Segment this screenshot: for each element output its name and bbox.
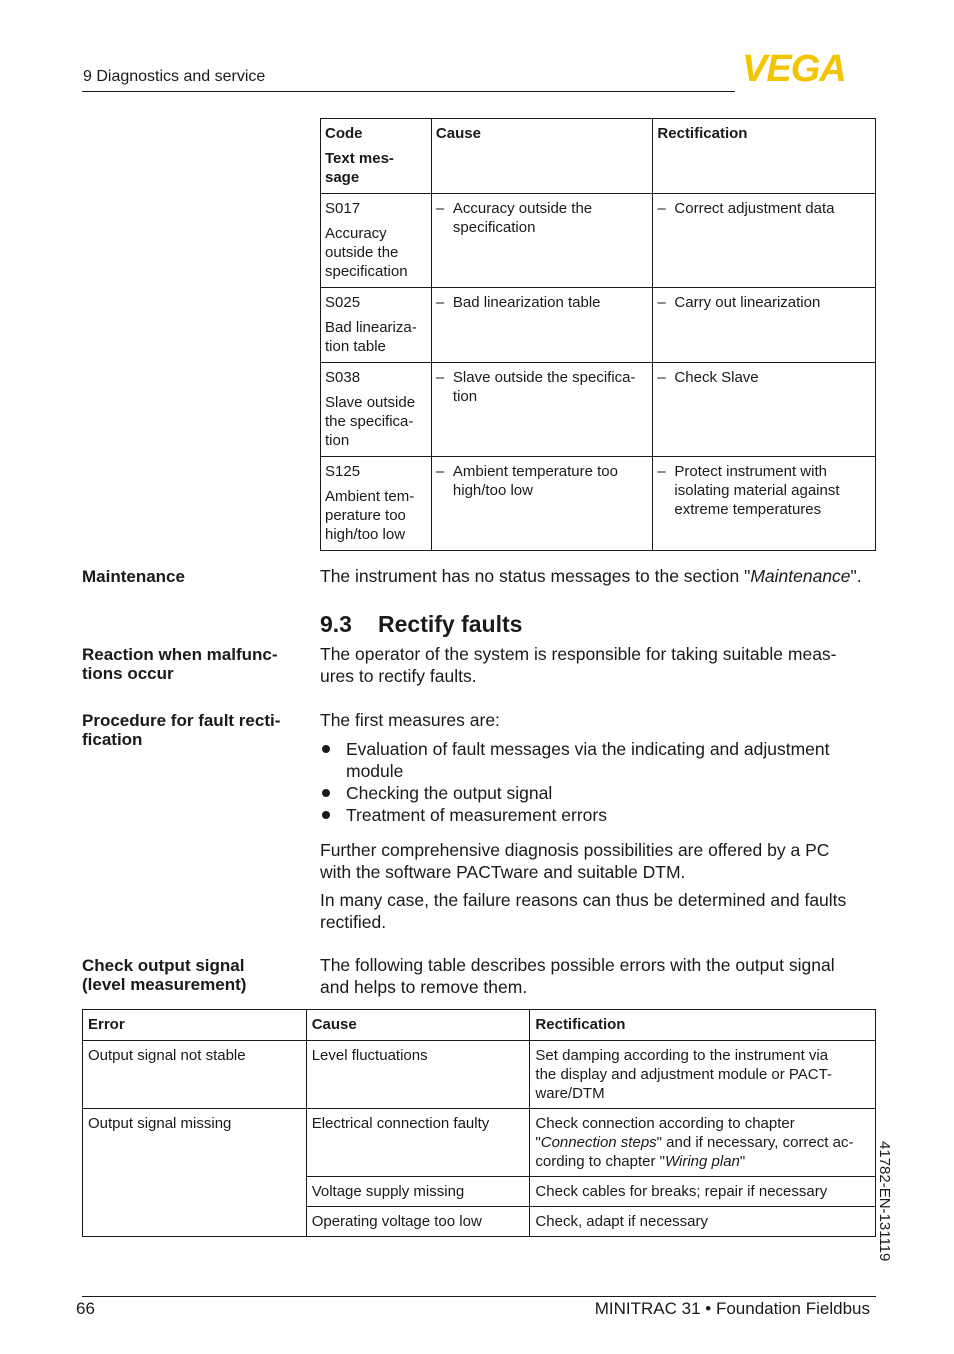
rectification-cell: – Protect instrument with isolating material against extreme temperatures [653, 457, 876, 551]
check-output-label: Check output signal (level measurement) [82, 956, 247, 994]
procedure-paragraph-2: In many case, the failure reasons can thus be determined and faults rectified. [320, 890, 847, 932]
cause-cell: Level fluctuations [306, 1041, 530, 1109]
header-section-title: 9 Diagnostics and service [83, 68, 266, 85]
cause-cell: Voltage supply missing [306, 1177, 530, 1207]
header-code-label: Code [325, 125, 363, 142]
rectification-text: Check connection according to chapter " [535, 1115, 795, 1151]
rectification-cell: Check cables for breaks; repair if necessary [530, 1177, 876, 1207]
document-number: 41782-EN-131119 [876, 1141, 893, 1262]
rectification-text: Carry out linearization [674, 294, 821, 311]
cause-cell: – Slave outside the specifica- tion [431, 363, 653, 457]
footer-rule [82, 1296, 876, 1297]
cause-text: Bad linearization table [452, 294, 601, 311]
rectification-cell: – Correct adjustment data [653, 194, 876, 288]
rectification-text: Correct adjustment data [674, 200, 835, 217]
header-rule [82, 91, 735, 92]
list-item [320, 738, 876, 782]
status-message: Bad lineariza- tion table [325, 319, 417, 355]
procedure-intro: The first measures are: [320, 710, 500, 730]
maintenance-text [320, 565, 876, 587]
bullet-icon [320, 738, 346, 782]
error-cell: Output signal missing [83, 1109, 307, 1237]
bullet-text: Treatment of measurement errors [346, 805, 607, 825]
col-header-code [321, 119, 432, 194]
col-header-cause: Cause [431, 119, 653, 194]
maintenance-text-end: ". [850, 566, 862, 586]
cause-cell: Electrical connection faulty [306, 1109, 530, 1177]
chapter-reference: Connection steps [540, 1134, 657, 1151]
list-item [320, 804, 876, 826]
table-row [321, 363, 876, 457]
error-cell: Output signal not stable [83, 1041, 307, 1109]
bullet-text: Evaluation of fault messages via the indicating and adjustment module [346, 739, 830, 781]
col-header-cause: Cause [306, 1010, 530, 1041]
footer-document-title: MINITRAC 31 • Foundation Fieldbus [594, 1299, 870, 1318]
bullet-text: Checking the output signal [346, 783, 553, 803]
table-header-row [83, 1010, 876, 1041]
rectification-cell [530, 1109, 876, 1177]
list-item [320, 782, 876, 804]
table-header-row [321, 119, 876, 194]
table-row [83, 1109, 876, 1177]
status-message-table [320, 118, 876, 551]
cause-cell: Operating voltage too low [306, 1207, 530, 1237]
reaction-text: The operator of the system is responsible for taking suitable meas- ures to rectify faults. [320, 644, 837, 686]
rectification-text: " [739, 1153, 746, 1170]
rectification-cell: Set damping according to the instrument via the display and adjustment module or PACT- ware/DTM [530, 1041, 876, 1109]
col-header-rectification: Rectification [530, 1010, 876, 1041]
col-header-error: Error [83, 1010, 307, 1041]
table-row [321, 194, 876, 288]
output-signal-error-table [82, 1009, 876, 1237]
vega-logo [742, 52, 872, 84]
logo-text: VEGA [742, 52, 846, 84]
procedure-label: Procedure for fault recti- fication [82, 711, 281, 749]
maintenance-text-start: The instrument has no status messages to the section " [320, 566, 751, 586]
section-title: Rectify faults [378, 611, 523, 637]
header-text-message-label: Text mes- sage [325, 150, 394, 186]
cause-text: Ambient temperature too high/too low [452, 463, 618, 499]
maintenance-text-italic: Maintenance [750, 566, 851, 586]
cause-cell: – Bad linearization table [431, 288, 653, 363]
section-number: 9.3 [320, 611, 352, 637]
table-row [321, 457, 876, 551]
reaction-label: Reaction when malfunc- tions occur [82, 645, 278, 683]
table-row [321, 288, 876, 363]
code-cell [321, 288, 432, 363]
rectification-cell: – Carry out linearization [653, 288, 876, 363]
rectification-text: Protect instrument with isolating material against extreme temperatures [674, 463, 840, 518]
status-code: S017 [325, 200, 361, 217]
status-message: Slave outside the specifica- tion [325, 394, 416, 449]
status-message: Ambient tem- perature too high/too low [325, 488, 415, 543]
status-code: S125 [325, 463, 361, 480]
code-cell [321, 457, 432, 551]
col-header-rectification: Rectification [653, 119, 876, 194]
table-row [83, 1041, 876, 1109]
rectification-text: " and if necessary, correct ac- cording to chapter " [535, 1134, 854, 1170]
section-heading [320, 611, 522, 638]
cause-text: Slave outside the specifica- tion [452, 369, 636, 405]
code-cell [321, 194, 432, 288]
bullet-icon [320, 782, 346, 804]
cause-cell: – Accuracy outside the specification [431, 194, 653, 288]
status-code: S025 [325, 294, 361, 311]
rectification-cell: – Check Slave [653, 363, 876, 457]
maintenance-label: Maintenance [82, 567, 185, 586]
chapter-reference: Wiring plan [665, 1153, 740, 1170]
bullet-icon [320, 804, 346, 826]
status-message: Accuracy outside the specification [325, 225, 408, 280]
cause-text: Accuracy outside the specification [452, 200, 593, 236]
procedure-block [320, 709, 876, 933]
check-output-text: The following table describes possible errors with the output signal and helps to remove them. [320, 955, 835, 997]
page-number: 66 [76, 1299, 95, 1318]
rectification-text: Check Slave [674, 369, 759, 386]
cause-cell: – Ambient temperature too high/too low [431, 457, 653, 551]
rectification-cell: Check, adapt if necessary [530, 1207, 876, 1237]
code-cell [321, 363, 432, 457]
procedure-bullet-list [320, 738, 876, 826]
procedure-paragraph-1: Further comprehensive diagnosis possibilities are offered by a PC with the software PACTware and suitable DTM. [320, 840, 830, 882]
status-code: S038 [325, 369, 361, 386]
